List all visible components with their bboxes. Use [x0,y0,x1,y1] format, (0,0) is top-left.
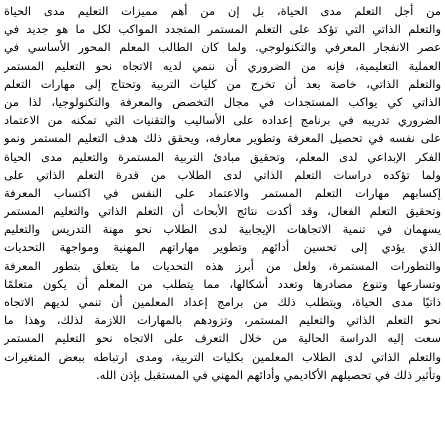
text-line: والتعلم الذاتي، خاصة بعد أن تخرج من كليات التربية وتحتاج إلى مهارات التعلم [4,76,441,91]
text-line: الفكر الإبداعي لدى المعلم، وتحقيق مبادئ التربية المستمرة والتعليم مدى الحياة [4,149,441,164]
text-line: سعت إليه الدراسة الحالية من خلال التعرف على الاتجاه نحو التعليم المستمر [4,331,441,346]
text-line: والتعلم الذاتي التي تؤكد على التعلم المستمر المتجدد المواكب لكل ما هو جديد في [4,22,441,37]
text-line: ولما تؤكده دراسات التعلم الذاتي لدى الطلاب من قدرة التعلم الذاتي على [4,167,441,182]
text-line: إكسابهم مهارات التعلم المستمر والاعتماد على النفس في اكتساب المعرفة [4,185,441,200]
text-line: وتأثير ذلك في تحصيلهم الأكاديمي وأدائهم المهني في المستقبل بإذن الله. [95,367,441,382]
text-line: الذاتي كي يواكب المستجدات في مجال التخصص والمعرفة والتكنولوجيا، لذا من [4,94,441,109]
text-line: وتسارعها وتنوع مصادرها وتعدد أشكالها، مما يتطلب من المعلم أن يكون متعلمًا [4,276,441,291]
text-line: ذاتيًا مدى الحياة، ويتطلب ذلك من برامج إعداد المعلمين أن تنمي لديهم الاتجاه [4,295,441,309]
text-line: الذي يؤدي إلى تحسين أدائهم وتطوير مهاراتهم المهنية ومواجهة التحديات [4,240,441,255]
text-line: العملية التعليمية، فإنه من الضروري أن ننمي لديه الاتجاه نحو التعليم المستمر [4,58,441,73]
text-line: عصر الانفجار المعرفي والتكنولوجي. ولما كان الطالب المعلم المحور الأساسي في [4,40,441,55]
text-line: الضروري تدريبه في برنامج إعداده على الأساليب والتقنيات التي تمكنه من الاعتماد [4,113,441,128]
text-line: من أجل التعلم مدى الحياة، بل إن من أهم مميزات التعليم مدى الحياة [4,4,441,18]
text-line: نحو التعلم الذاتي والتعليم المستمر، وتزودهم بالمهارات اللازمة لذلك، وهذا ما [4,313,441,328]
text-line: والتعلم الذاتي لدى الطلاب المعلمين بكليات التربية، ومدى ارتباطه ببعض المتغيرات [4,349,441,364]
text-line: وتحقيق التعلم الفعال، وقد أكدت نتائج الأبحاث أن التعلم الذاتي والتعليم المستمر [4,204,441,219]
text-line: يسهمان في تنمية الاتجاهات الإيجابية لدى الطلاب نحو مهنة التدريس والتعليم [4,222,441,237]
text-line: على نفسه في تحصيل المعرفة وتطوير معارفه، ويحقق ذلك هدف التعليم المستمر ونمو [4,131,441,146]
text-line: والتطورات المستمرة، ولعل من أبرز هذه التحديات ما يتعلق بتطور المعرفة [4,258,441,273]
